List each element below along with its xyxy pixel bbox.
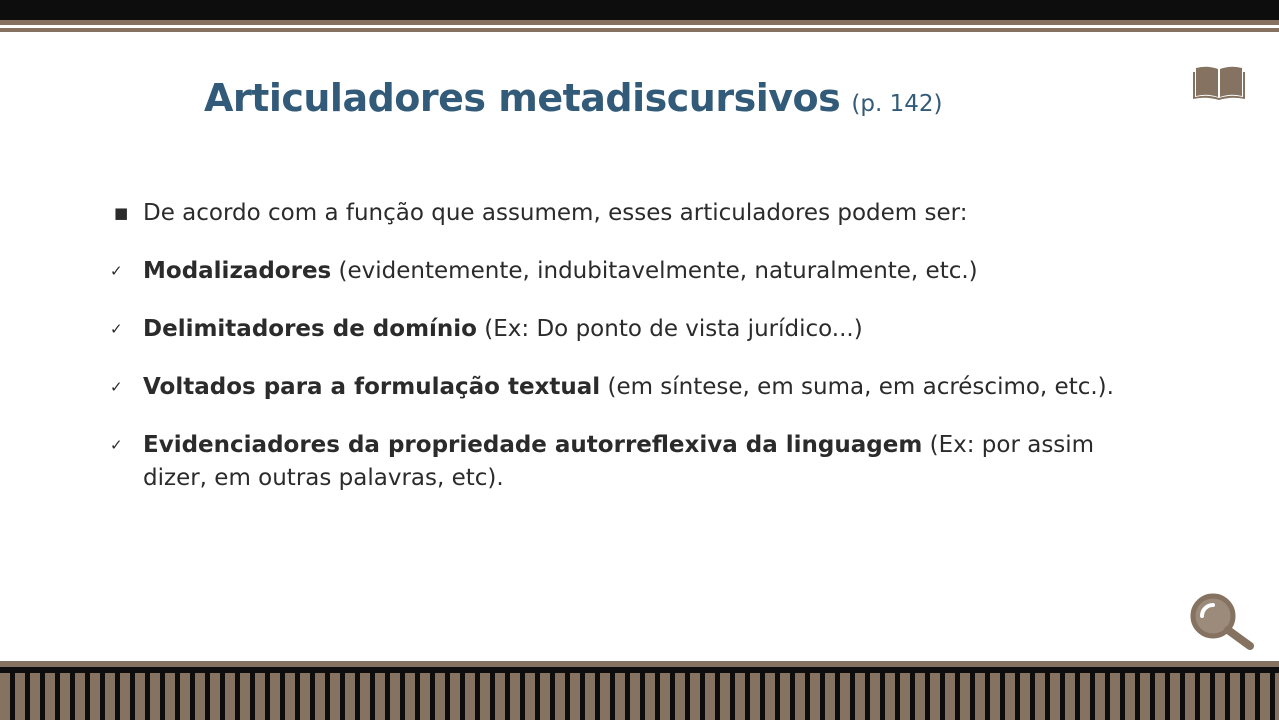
list-item <box>110 371 1150 404</box>
top-brown-stripe <box>0 20 1279 25</box>
checkmark-icon: ✓ <box>110 262 123 280</box>
list-item-text: (Ex: por assim dizer, em outras palavras, etc). <box>143 432 1095 491</box>
top-black-band <box>0 0 1279 20</box>
list-item-term: Evidenciadores da propriedade autorreflexiva da linguagem <box>143 432 923 458</box>
square-bullet-icon: ■ <box>114 204 129 222</box>
list-item-text: (Ex: Do ponto de vista jurídico...) <box>476 316 863 342</box>
list-item-text: (em síntese, em suma, em acréscimo, etc.). <box>600 374 1114 400</box>
intro-text: De acordo com a função que assumem, esses articuladores podem ser: <box>143 200 968 226</box>
list-item <box>110 255 1150 288</box>
slide-title-main: Articuladores metadiscursivos <box>204 76 841 120</box>
bottom-brown-line <box>0 661 1279 667</box>
list-item-term: Delimitadores de domínio <box>143 316 477 342</box>
book-icon <box>1193 64 1245 100</box>
magnifier-icon <box>1188 592 1256 650</box>
list-item <box>110 313 1150 346</box>
checkmark-icon: ✓ <box>110 436 123 454</box>
intro-list-item <box>110 197 1150 230</box>
bottom-striped-band <box>0 673 1279 720</box>
checkmark-icon: ✓ <box>110 378 123 396</box>
top-brown-stripe-thin <box>0 28 1279 32</box>
slide-title-page-ref: (p. 142) <box>851 91 943 117</box>
slide-content <box>110 197 1150 495</box>
list-item-term: Voltados para a formulação textual <box>143 374 601 400</box>
slide-title <box>204 76 942 120</box>
list-item <box>110 429 1150 495</box>
list-item-text: (evidentemente, indubitavelmente, naturalmente, etc.) <box>331 258 978 284</box>
checkmark-icon: ✓ <box>110 320 123 338</box>
list-item-term: Modalizadores <box>143 258 332 284</box>
